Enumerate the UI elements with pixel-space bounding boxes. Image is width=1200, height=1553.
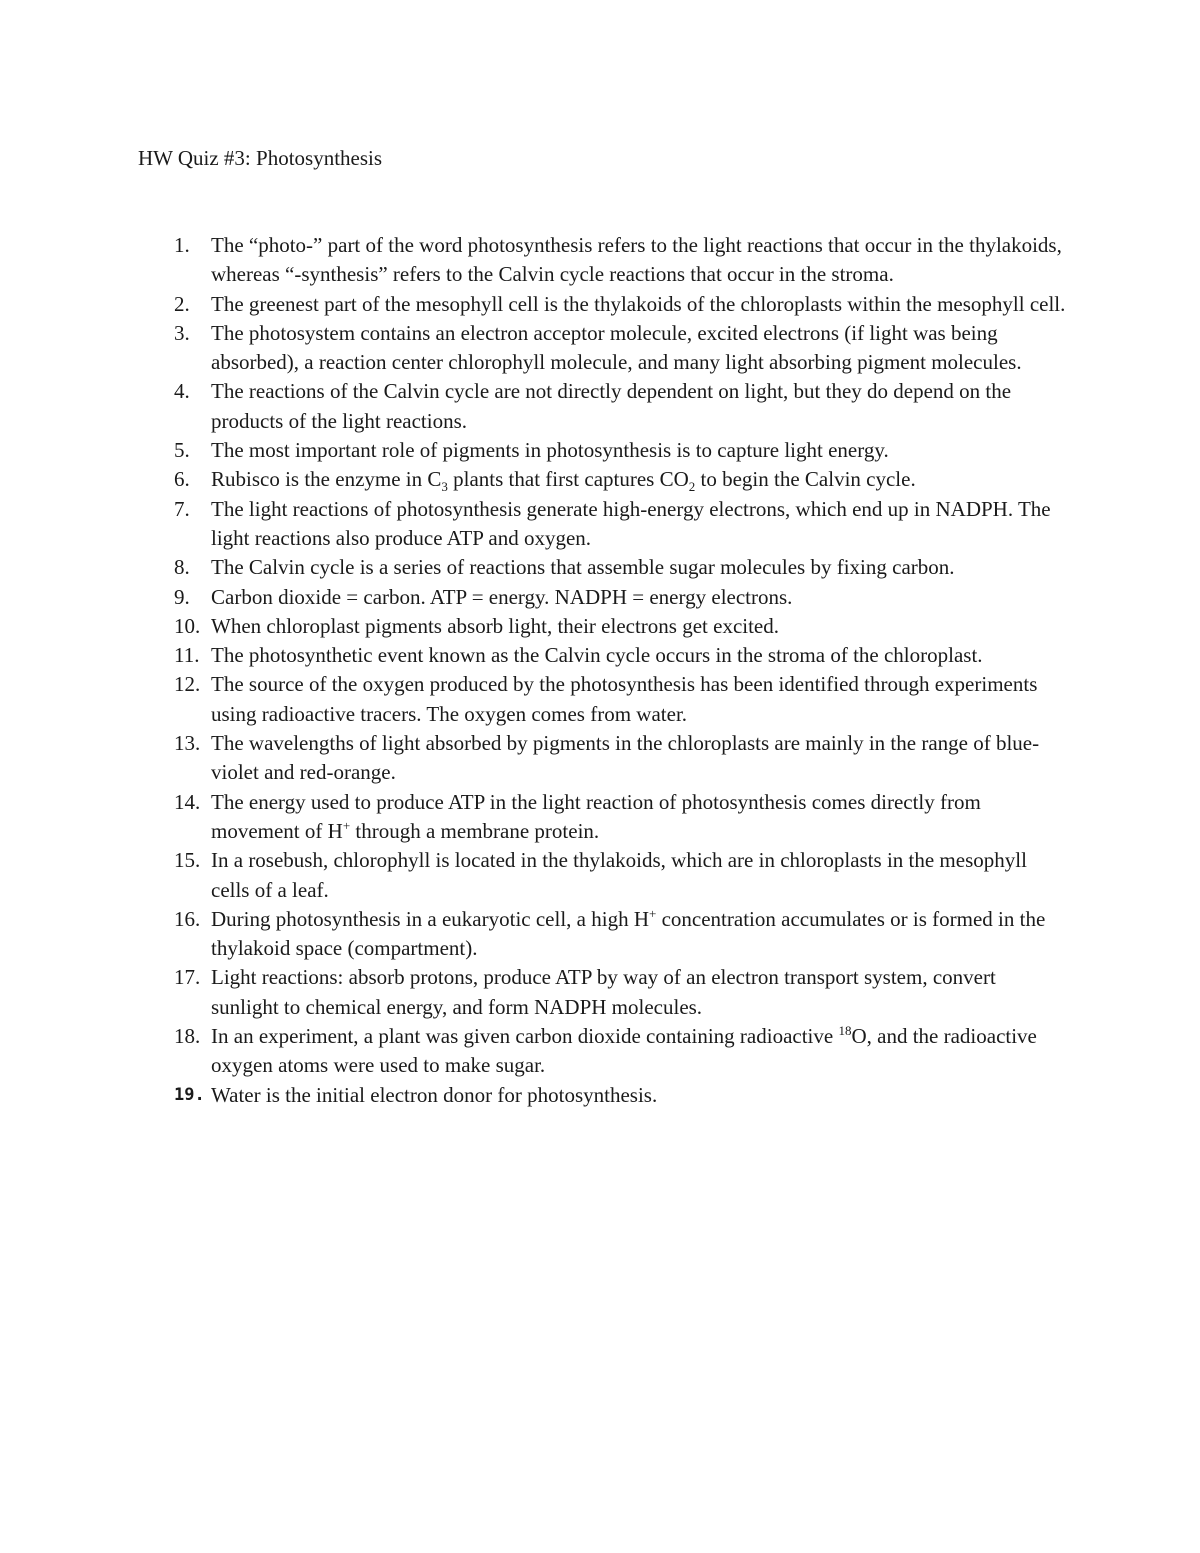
list-item-number: 2.	[174, 291, 190, 316]
list-item-number: 3.	[174, 320, 190, 345]
list-item-text	[211, 731, 1039, 784]
list-item-text	[211, 1024, 1037, 1077]
list-item-text	[211, 555, 955, 579]
text-run: through a membrane protein.	[350, 818, 600, 843]
list-item	[138, 788, 1068, 847]
list-item-number: 14.	[174, 789, 201, 814]
superscript: +	[649, 905, 657, 921]
list-item	[138, 641, 1068, 670]
list-item-number: 5.	[174, 438, 190, 463]
list-item	[138, 1022, 1068, 1081]
list-item	[138, 670, 1068, 729]
list-item	[138, 905, 1068, 964]
list-item	[138, 583, 1068, 612]
answer-list	[138, 231, 1068, 1110]
list-item-text	[211, 585, 792, 609]
list-item-text	[211, 497, 1051, 550]
list-item-number: 11.	[174, 643, 200, 668]
subscript: 2	[688, 479, 696, 495]
text-run: Carbon dioxide = carbon. ATP = energy. NADPH = energy electrons.	[211, 584, 793, 609]
list-item-number: 16.	[174, 906, 201, 931]
list-item-text	[211, 379, 1011, 432]
list-item-text	[211, 965, 996, 1018]
list-item-number: 13.	[174, 731, 201, 756]
list-item-text	[211, 292, 1065, 316]
list-item-text	[211, 907, 1045, 960]
superscript: 18	[838, 1023, 852, 1039]
list-item	[138, 729, 1068, 788]
text-run: Light reactions: absorb protons, produce ATP by way of an electron transport system, convert sunlight to chemical energy, and form NADPH molecules.	[211, 965, 996, 1019]
text-run: The energy used to produce ATP in the light reaction of photosynthesis comes directly from movement of H	[211, 789, 981, 843]
text-run: The photosynthetic event known as the Calvin cycle occurs in the stroma of the chloroplast.	[211, 643, 983, 668]
text-run: plants that first captures CO	[447, 467, 689, 492]
list-item-number: 19.	[174, 1084, 205, 1105]
subscript: 3	[441, 479, 448, 495]
list-item-number: 15.	[174, 848, 201, 873]
list-item-number: 8.	[174, 555, 190, 580]
text-run: to begin the Calvin cycle.	[695, 467, 916, 492]
list-item	[138, 290, 1068, 319]
list-item-number: 6.	[174, 467, 190, 492]
list-item-number: 7.	[174, 496, 190, 521]
text-run: The Calvin cycle is a series of reactions that assemble sugar molecules by fixing carbon.	[211, 555, 955, 580]
list-item	[138, 465, 1068, 494]
list-item-number: 4.	[174, 379, 190, 404]
text-run: In a rosebush, chlorophyll is located in the thylakoids, which are in chloroplasts in the mesophyll cells of a leaf.	[211, 848, 1027, 902]
text-run: Water is the initial electron donor for photosynthesis.	[211, 1082, 658, 1107]
list-item-text	[211, 1083, 657, 1107]
text-run: Rubisco is the enzyme in C	[211, 467, 442, 492]
text-run: The most important role of pigments in photosynthesis is to capture light energy.	[211, 438, 889, 463]
list-item-text	[211, 643, 983, 667]
list-item-text	[211, 614, 779, 638]
list-item	[138, 846, 1068, 905]
list-item-text	[211, 233, 1062, 286]
text-run: The greenest part of the mesophyll cell is the thylakoids of the chloroplasts within the mesophyll cell.	[211, 291, 1066, 316]
text-run: The wavelengths of light absorbed by pigments in the chloroplasts are mainly in the range of blue-violet and red-orange.	[211, 731, 1040, 785]
list-item-number: 12.	[174, 672, 201, 697]
list-item-text	[211, 467, 916, 495]
list-item	[138, 436, 1068, 465]
text-run: When chloroplast pigments absorb light, their electrons get excited.	[211, 613, 780, 638]
list-item	[138, 1081, 1068, 1110]
list-item-text	[211, 321, 1022, 374]
text-run: The source of the oxygen produced by the photosynthesis has been identified through experiments using radioactive tracers. The oxygen comes from water.	[211, 672, 1038, 726]
list-item-text	[211, 672, 1037, 725]
text-run: During photosynthesis in a eukaryotic cell, a high H	[211, 906, 649, 931]
list-item-text	[211, 790, 981, 843]
list-item	[138, 377, 1068, 436]
text-run: The light reactions of photosynthesis generate high-energy electrons, which end up in NADPH. The light reactions also produce ATP and oxygen.	[211, 496, 1051, 550]
list-item-number: 10.	[174, 613, 201, 638]
list-item	[138, 319, 1068, 378]
list-item-text	[211, 848, 1027, 901]
list-item-number: 18.	[174, 1024, 201, 1049]
list-item	[138, 612, 1068, 641]
text-run: O, and the radioactive oxygen atoms were used to make sugar.	[211, 1024, 1037, 1078]
text-run: The reactions of the Calvin cycle are not directly dependent on light, but they do depend on the products of the light reactions.	[211, 379, 1012, 433]
list-item-text	[211, 438, 889, 462]
document-title: HW Quiz #3: Photosynthesis	[138, 146, 383, 170]
text-run: In an experiment, a plant was given carbon dioxide containing radioactive	[211, 1024, 839, 1049]
superscript: +	[342, 817, 351, 833]
text-run: The “photo-” part of the word photosynthesis refers to the light reactions that occur in the thylakoids, whereas “-synthesis” refers to the Calvin cycle reactions that occur in the stroma.	[211, 233, 1062, 287]
list-item-number: 9.	[174, 584, 190, 609]
list-item-number: 1.	[174, 233, 190, 257]
list-item-number: 17.	[174, 965, 201, 990]
list-item	[138, 495, 1068, 554]
list-item	[138, 963, 1068, 1022]
text-run: concentration accumulates or is formed in the thylakoid space (compartment).	[211, 906, 1046, 961]
list-item	[138, 231, 1068, 290]
list-item	[138, 553, 1068, 582]
text-run: The photosystem contains an electron acceptor molecule, excited electrons (if light was being absorbed), a reaction center chlorophyll molecule, and many light absorbing pigment molecules.	[211, 320, 1022, 375]
